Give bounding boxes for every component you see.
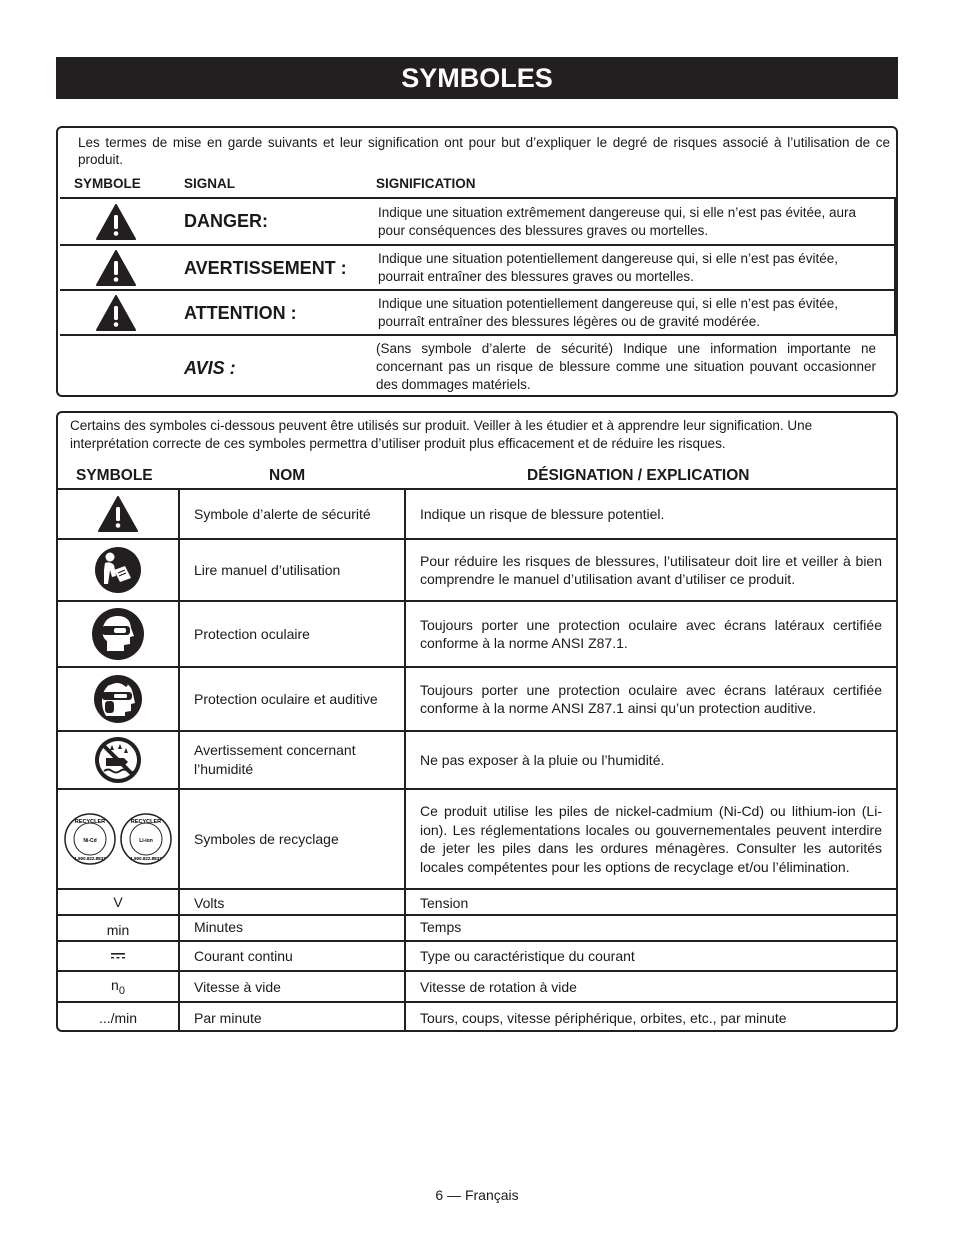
table-row	[58, 600, 896, 666]
signal-row-avis	[60, 334, 896, 397]
signal-word: DANGER:	[184, 211, 268, 231]
symbol-cell	[58, 942, 180, 970]
symbol-cell	[58, 668, 180, 730]
eye-ear-protection-icon	[93, 674, 143, 724]
recycle-seal-icon	[120, 813, 172, 865]
name-cell: Lire manuel d’utilisation	[180, 540, 406, 600]
header-symbol: SYMBOLE	[76, 467, 153, 484]
warning-triangle-icon	[96, 295, 136, 331]
signal-row-attention	[60, 289, 896, 334]
table-row	[58, 970, 896, 1001]
name-cell: Par minute	[180, 1003, 406, 1032]
name-cell: Vitesse à vide	[180, 972, 406, 1001]
header-meaning: SIGNIFICATION	[376, 176, 476, 191]
signal-meaning: Indique une situation potentiellement dangereuse qui, si elle n’est pas évitée, pourrait entraîner des blessures graves ou mortelles.	[378, 251, 839, 284]
name-cell: Symboles de recyclage	[180, 790, 406, 888]
explanation-cell: Indique un risque de blessure potentiel.	[420, 505, 665, 522]
table-row	[58, 538, 896, 600]
signal-meaning: Indique une situation extrêmement dangereuse qui, si elle n’est pas évitée, aura pour conséquences des blessures graves ou mortelles.	[378, 205, 857, 238]
recycle-seal-phone: 1.800.822.8837	[74, 856, 106, 861]
table-row	[58, 888, 896, 914]
symbol-cell	[58, 490, 180, 538]
recycle-seal-top: RECYCLER	[74, 819, 106, 825]
signal-meaning: Indique une situation potentiellement dangereuse qui, si elle n’est pas évitée, pourraît entraîner des blessures légères ou de gravité modérée.	[378, 296, 839, 329]
explanation-cell: Ne pas exposer à la pluie ou l’humidité.	[420, 751, 665, 768]
explanation-cell: Pour réduire les risques de blessures, l’utilisateur doit lire et veiller à bien comprendre le manuel d’utilisation avant d’utiliser ce produit.	[420, 552, 882, 587]
page-footer: 6 — Français	[435, 1187, 519, 1203]
symbol-cell: .../min	[58, 1003, 180, 1032]
signal-words-panel	[56, 126, 898, 397]
name-cell: Minutes	[180, 916, 406, 940]
table-row	[58, 666, 896, 730]
name-cell: Volts	[180, 890, 406, 914]
direct-current-icon	[110, 951, 126, 961]
read-manual-icon	[94, 546, 142, 594]
explanation-cell: Toujours porter une protection oculaire avec écrans latéraux certifiée conforme à la norme ANSI Z87.1 ainsi qu’un protection auditive.	[420, 681, 882, 716]
header-signal: SIGNAL	[184, 176, 236, 191]
explanation-cell: Type ou caractéristique du courant	[420, 948, 635, 964]
eye-protection-icon	[91, 607, 145, 661]
symbol-cell	[58, 602, 180, 666]
symbol-cell	[58, 972, 180, 1001]
table-row	[58, 940, 896, 970]
warning-triangle-icon	[96, 204, 136, 240]
table-row	[58, 488, 896, 538]
symbol-cell	[58, 732, 180, 788]
explanation-cell: Toujours porter une protection oculaire avec écrans latéraux certifiée conforme à la norme ANSI Z87.1.	[420, 616, 882, 651]
explanation-cell: Ce produit utilise les piles de nickel-cadmium (Ni-Cd) ou lithium-ion (Li-ion). Les réglementations locales ou gouvernementales peuvent interdire de jeter les piles dans les ordures ménagères. Consulter les autorités locales compétentes pour les options de recyclage et/ou l’élimination.	[420, 803, 882, 875]
signal-word: AVIS :	[184, 358, 236, 378]
name-cell: Courant continu	[180, 942, 406, 970]
warning-triangle-icon	[96, 250, 136, 286]
name-cell: Protection oculaire et auditive	[180, 668, 406, 730]
symbol-cell	[58, 540, 180, 600]
symbols-intro: Certains des symboles ci-dessous peuvent être utilisés sur produit. Veiller à les étudier et à apprendre leur signification. Une interprétation correcte de ces symboles permettra d’utiliser produit plus efficacement et de réduire les risques.	[70, 418, 813, 451]
table-row	[58, 730, 896, 788]
signal-row-danger	[60, 197, 896, 244]
symbols-panel	[56, 411, 898, 1032]
symbol-cell: min	[58, 916, 180, 940]
table-row	[58, 1001, 896, 1032]
name-cell: Protection oculaire	[180, 602, 406, 666]
signal-meaning: (Sans symbole d’alerte de sécurité) Indique une information importante ne concernant pas un risque de blessure comme une situation pouvant occasionner des dommages matériels.	[376, 341, 876, 392]
table-row	[58, 914, 896, 940]
header-symbol: SYMBOLE	[74, 176, 141, 191]
explanation-cell: Temps	[420, 919, 462, 935]
name-cell: Symbole d’alerte de sécurité	[180, 490, 406, 538]
symbol-cell	[58, 790, 180, 888]
signal-word: AVERTISSEMENT :	[184, 258, 347, 278]
page-title: SYMBOLES	[56, 57, 898, 99]
recycle-seal-icon	[64, 813, 116, 865]
explanation-cell: Tours, coups, vitesse périphérique, orbites, etc., par minute	[420, 1010, 787, 1026]
header-name: NOM	[269, 467, 306, 484]
explanation-cell: Tension	[420, 895, 469, 911]
warning-triangle-icon	[98, 496, 138, 532]
wet-conditions-icon	[94, 736, 142, 784]
explanation-cell: Vitesse de rotation à vide	[420, 979, 577, 995]
recycle-seal-phone: 1.800.822.8837	[130, 856, 162, 861]
header-designation: DÉSIGNATION / EXPLICATION	[527, 467, 750, 484]
signal-word: ATTENTION :	[184, 303, 297, 323]
signal-row-avertissement	[60, 244, 896, 289]
table-row	[58, 788, 896, 888]
no-load-speed-symbol: $n_0$	[111, 976, 125, 997]
name-cell: Avertissement concernant l’humidité	[180, 732, 406, 788]
signal-intro: Les termes de mise en garde suivants et leur signification ont pour but d’expliquer le degré de risques associé à l’utilisation de ce produit.	[78, 135, 890, 167]
recycle-seal-label: Ni-Cd	[83, 838, 97, 844]
recycle-seal-label: Li-ion	[139, 838, 153, 844]
symbol-cell: V	[58, 890, 180, 914]
recycle-seal-top: RECYCLER	[130, 819, 162, 825]
